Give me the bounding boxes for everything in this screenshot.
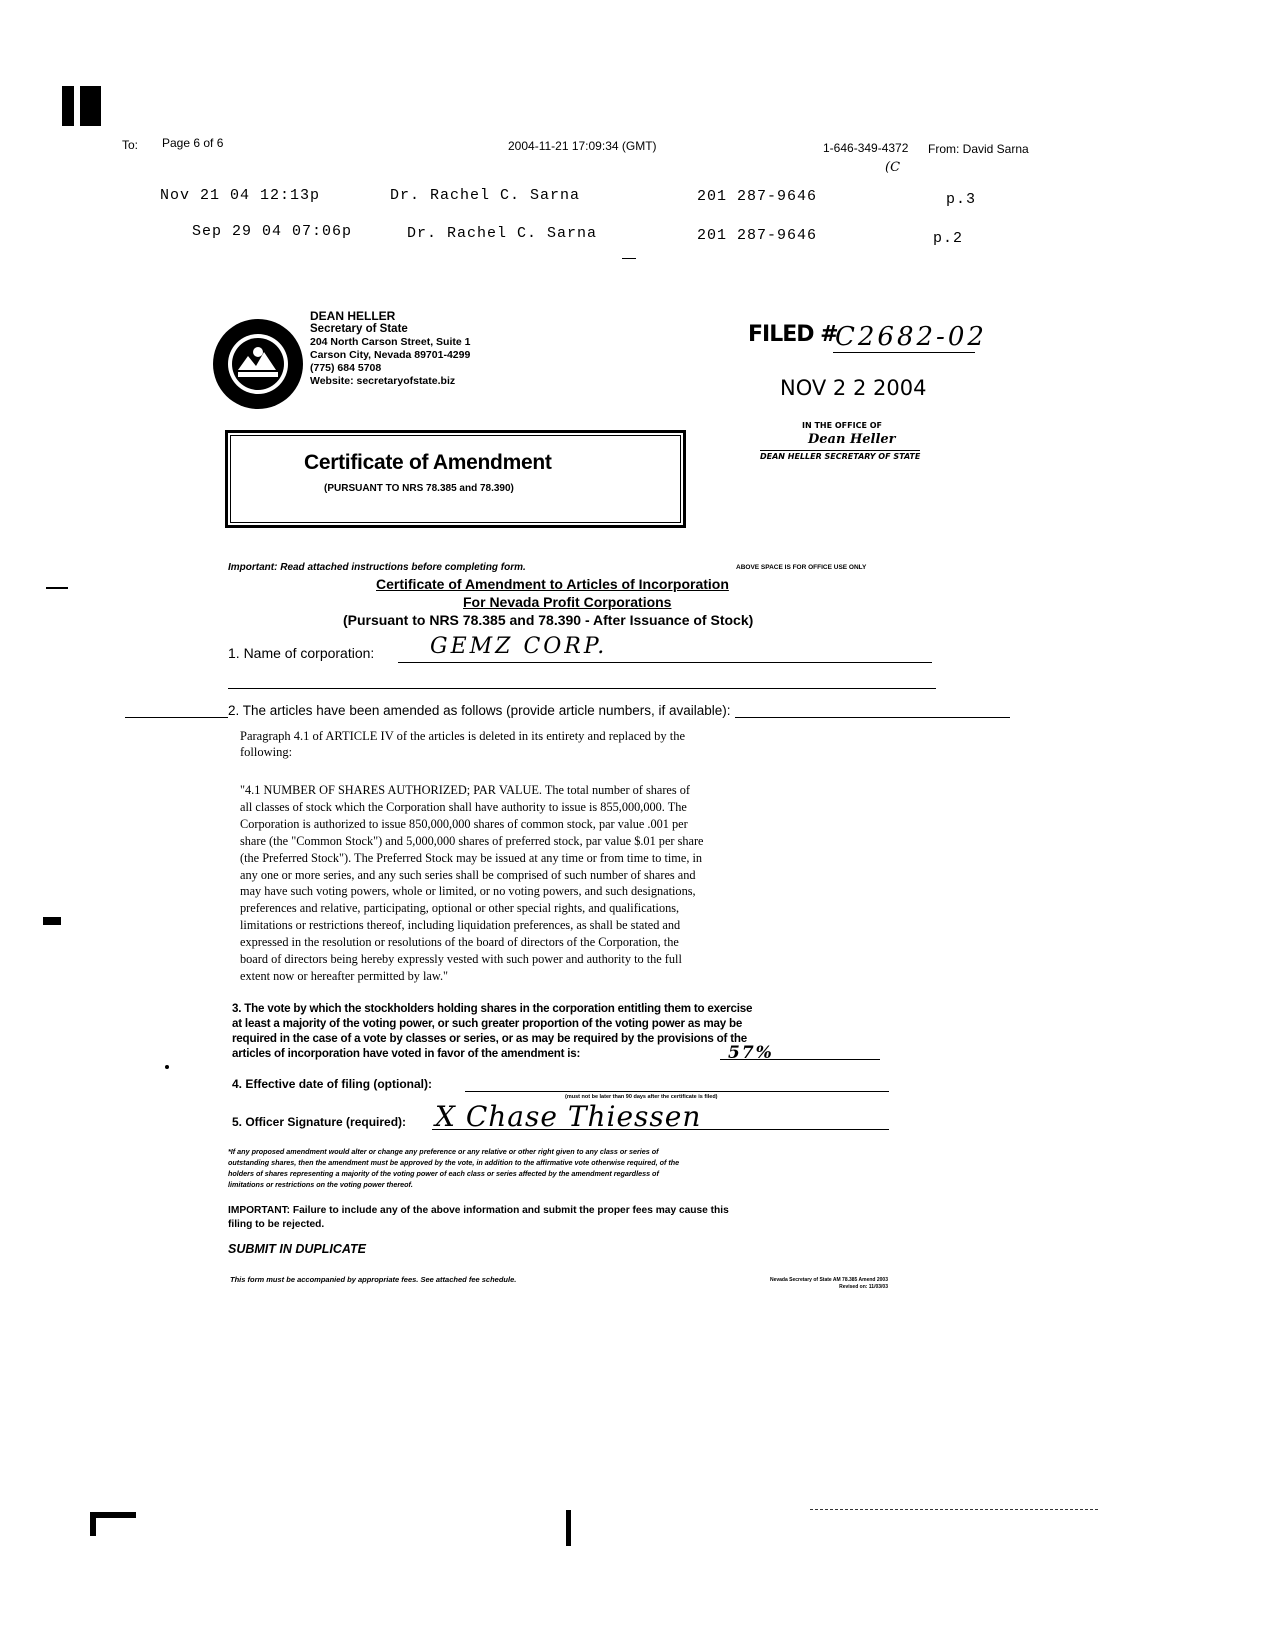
scan-mark-bottom-center (566, 1510, 571, 1546)
secretary-name: DEAN HELLER (310, 309, 396, 323)
fax-number: 1-646-349-4372 (823, 141, 909, 155)
amendment-line: board of directors being hereby expressly vested with such power and authority to the full (240, 952, 682, 967)
item-3-line: 3. The vote by which the stockholders holding shares in the corporation entitling them to exercise (232, 1002, 753, 1015)
item-4-field[interactable] (465, 1091, 889, 1092)
form-heading-3: (Pursuant to NRS 78.385 and 78.390 - After Issuance of Stock) (343, 612, 754, 628)
scan-mark-top-left (62, 86, 74, 126)
important-line: filing to be rejected. (228, 1219, 325, 1230)
amendment-line: Corporation is authorized to issue 850,000,000 shares of common stock, par value .001 per (240, 816, 688, 831)
filed-sig-line: DEAN HELLER SECRETARY OF STATE (760, 452, 921, 461)
nevada-seal-icon (212, 318, 304, 410)
scan-dash-left (46, 587, 68, 589)
footer-left: This form must be accompanied by appropriate fees. See attached fee schedule. (230, 1275, 517, 1284)
item-3-line: articles of incorporation have voted in favor of the amendment is: (232, 1047, 581, 1060)
office-use-note: ABOVE SPACE IS FOR OFFICE USE ONLY (736, 564, 867, 571)
amendment-line: preferences and relative, participating, optional or other special rights, and qualifications, (240, 901, 680, 916)
amendment-intro (240, 728, 685, 760)
important-line: IMPORTANT: Failure to include any of the above information and submit the proper fees may cause this (228, 1205, 729, 1216)
fax-to: To: (122, 138, 139, 152)
scan-line-bottom-right (810, 1509, 1098, 1511)
item-3-line: at least a majority of the voting power, or such greater proportion of the voting power as may be (232, 1017, 743, 1030)
amendment-line: all classes of stock which the Corporation shall have authority to issue is 855,000,000. The (240, 799, 687, 814)
footnote-line: holders of shares representing a majority of the voting power of each class or series affected by the amendment regardless of (228, 1169, 659, 1178)
footnote-line: *If any proposed amendment would alter or change any preference or any relative or other right given to any class or series of (228, 1147, 659, 1156)
footnote (228, 1146, 679, 1190)
filed-office: IN THE OFFICE OF (802, 421, 882, 430)
item-5-signature: X Chase Thiessen (435, 1100, 702, 1133)
item-4-note: (must not be later than 90 days after the certificate is filed) (565, 1094, 718, 1100)
submit-in-duplicate: SUBMIT IN DUPLICATE (228, 1242, 366, 1256)
fax-initials: (C (885, 160, 901, 175)
form-heading-1: Certificate of Amendment to Articles of Incorporation (376, 576, 729, 592)
item-3-line: required in the case of a vote by classes or series, or as may be required by the provisions of the (232, 1032, 747, 1045)
item-4-label: 4. Effective date of filing (optional): (232, 1077, 433, 1091)
fax-from: From: David Sarna (928, 142, 1029, 156)
filed-number-underline (833, 352, 975, 353)
secretary-phone: (775) 684 5708 (310, 362, 382, 374)
fax-line-2-date: Sep 29 04 07:06p (192, 223, 353, 240)
secretary-address-1: 204 North Carson Street, Suite 1 (310, 336, 471, 348)
certificate-box (225, 430, 686, 528)
item-5-label: 5. Officer Signature (required): (232, 1115, 407, 1129)
amendment-intro-2: following: (240, 745, 293, 759)
filed-date: NOV 2 2 2004 (780, 376, 927, 400)
fax-line-1-name: Dr. Rachel C. Sarna (390, 187, 581, 204)
fax-line-1-page: p.3 (946, 191, 977, 208)
scan-mark-bottom-left (90, 1512, 136, 1518)
secretary-address-2: Carson City, Nevada 89701-4299 (310, 349, 471, 361)
important-note: Important: Read attached instructions before completing form. (228, 562, 526, 573)
filed-number: C2682-02 (835, 322, 987, 352)
item-2-label: 2. The articles have been amended as follows (provide article numbers, if available): (228, 703, 735, 718)
amendment-line: extent now or hereafter permitted by law." (240, 968, 449, 983)
secretary-website: Website: secretaryofstate.biz (310, 375, 456, 387)
item-3-value: 57% (728, 1043, 774, 1063)
form-heading-2: For Nevada Profit Corporations (463, 594, 672, 610)
amendment-line: limitations or restrictions thereof, including liquidation preferences, as shall be stated and (240, 918, 681, 933)
amendment-line: share (the "Common Stock") and 5,000,000 shares of preferred stock, par value $.01 per share (240, 833, 704, 848)
fax-line-2-name: Dr. Rachel C. Sarna (407, 225, 598, 242)
item-1-label: 1. Name of corporation: (228, 645, 375, 661)
fax-line-2-page: p.2 (933, 230, 964, 247)
fax-timestamp: 2004-11-21 17:09:34 (GMT) (508, 139, 657, 153)
certificate-title: Certificate of Amendment (304, 451, 552, 474)
footer-right-1: Nevada Secretary of State AM 78.385 Amend 2003 (769, 1277, 888, 1283)
amendment-line: may have such voting powers, whole or limited, or no voting powers, and such designations, (240, 884, 696, 899)
fax-line-1-date: Nov 21 04 12:13p (160, 187, 321, 204)
scan-mark-top-left-2 (80, 86, 101, 126)
scan-mark-left (43, 917, 61, 925)
item-1-field-2[interactable] (228, 688, 936, 689)
amendment-line: expressed in the resolution or resolutions of the board of directors of the Corporation, the (240, 935, 679, 950)
secretary-title: Secretary of State (310, 323, 408, 335)
amendment-intro-1: Paragraph 4.1 of ARTICLE IV of the articles is deleted in its entirety and replaced by the (240, 729, 686, 743)
fax-page: Page 6 of 6 (162, 136, 224, 150)
certificate-subtitle: (PURSUANT TO NRS 78.385 and 78.390) (324, 483, 514, 494)
amendment-line: "4.1 NUMBER OF SHARES AUTHORIZED; PAR VALUE. The total number of shares of (240, 783, 690, 797)
filed-label: FILED # (748, 322, 838, 347)
amendment-line: any one or more series, and any such series shall be comprised of such number of shares and (240, 867, 696, 882)
item-1-value: GEMZ CORP. (430, 634, 608, 659)
secretary-block (310, 310, 470, 388)
item-1-field[interactable] (398, 662, 932, 663)
item-3-text (232, 1001, 752, 1061)
footnote-line: outstanding shares, then the amendment must be approved by the vote, in addition to the affirmative vote otherwise required, of the (228, 1158, 680, 1167)
scan-dot (165, 1065, 169, 1069)
amendment-line: (the Preferred Stock"). The Preferred Stock may be issued at any time or from time to time, in (240, 850, 703, 865)
important-warning (228, 1204, 729, 1232)
footer-right (706, 1277, 888, 1291)
scan-mark-bottom-left-2 (90, 1512, 96, 1536)
fax-line-2-phone: 201 287-9646 (697, 227, 818, 244)
filed-signature: Dean Heller (808, 432, 896, 447)
amendment-text (240, 782, 880, 985)
fax-line-1-phone: 201 287-9646 (697, 188, 818, 205)
fax-dash (622, 258, 636, 259)
footer-right-2: Revised on: 11/03/03 (839, 1284, 888, 1290)
footnote-line: limitations or restrictions on the voting power thereof. (228, 1180, 413, 1189)
